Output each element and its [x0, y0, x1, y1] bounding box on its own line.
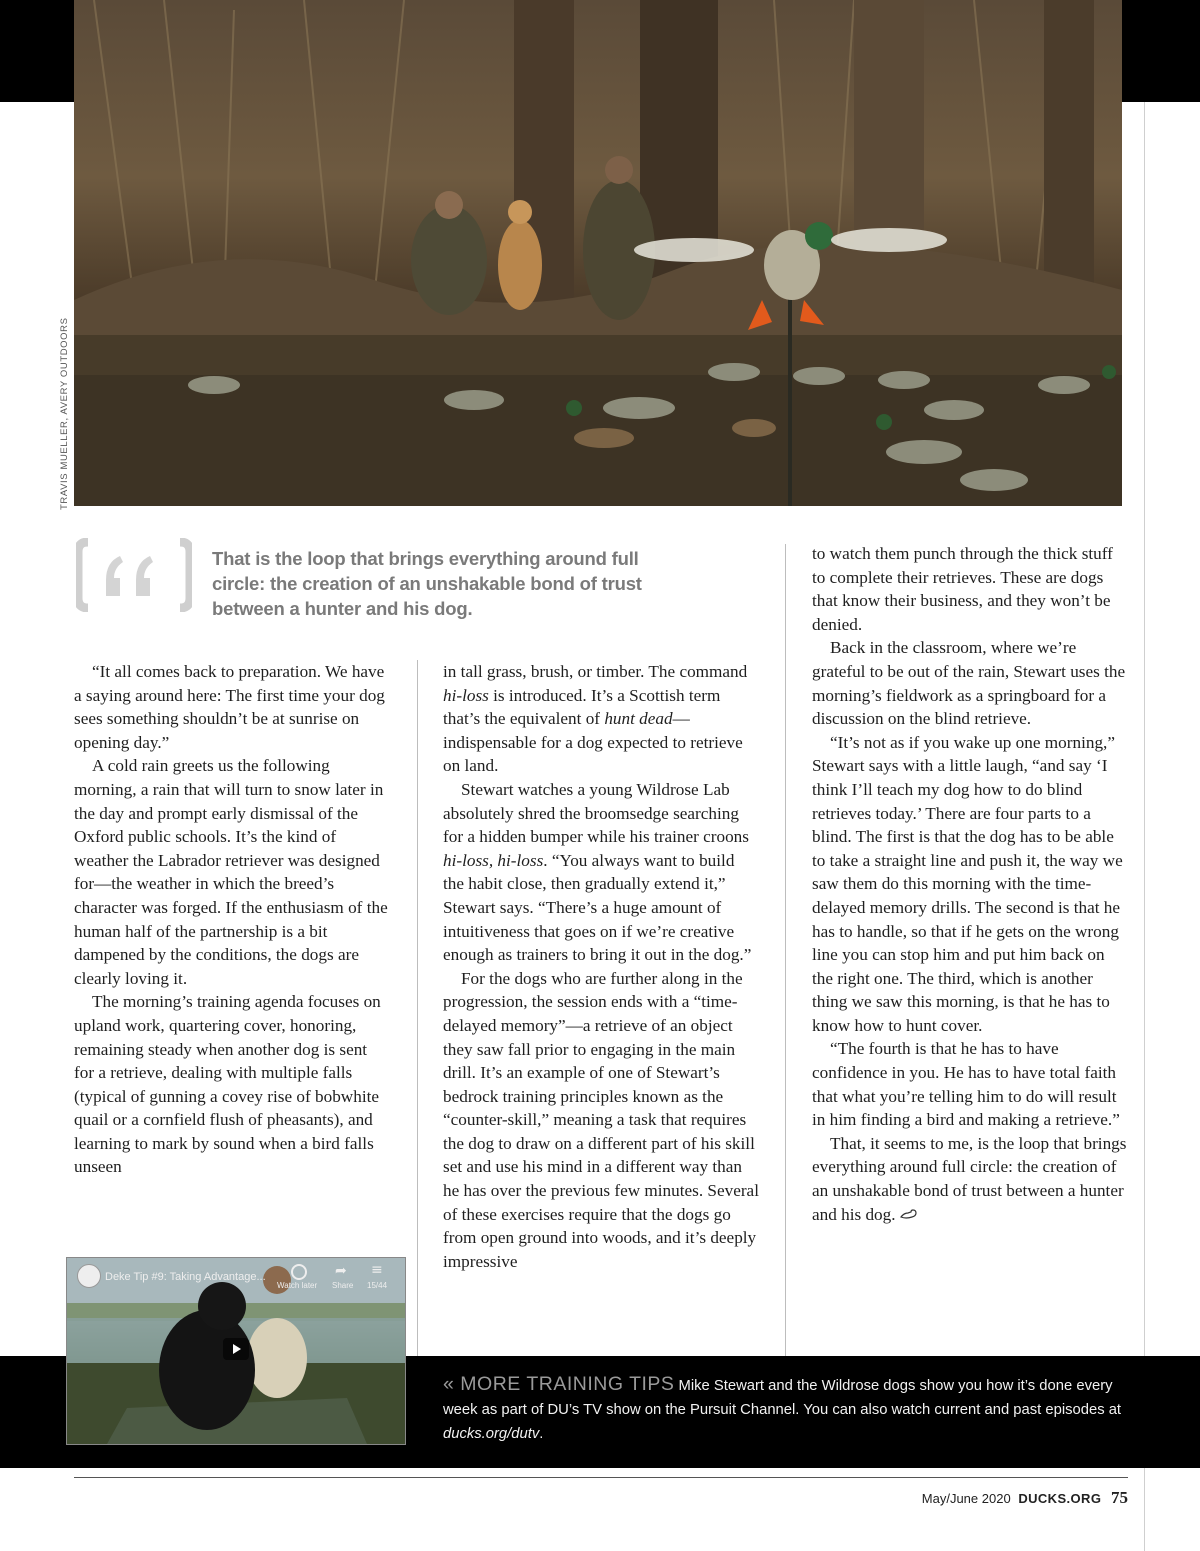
- paragraph: That, it seems to me, is the loop that brings everything around full circle: the creation of an unshakable bond of trust between a hunter and his dog.: [812, 1133, 1127, 1224]
- site-name: DUCKS.ORG: [1018, 1491, 1102, 1506]
- paragraph: “The fourth is that he has to have confidence in you. He has to have total faith that what you’re telling him to do will result in him finding a bird and making a retrieve.”: [812, 1039, 1120, 1130]
- photo-illustration: [74, 0, 1122, 506]
- page-footer: [922, 1488, 1128, 1508]
- share-label[interactable]: Share: [332, 1281, 354, 1290]
- article-column-1: [74, 660, 390, 1179]
- paragraph: in tall grass, brush, or timber. The command hi-loss is introduced. It’s a Scottish term that’s the equivalent of hunt dead—indispensable for a dog expected to retrieve on land.: [443, 662, 748, 776]
- training-tips-text: « MORE TRAINING TIPS Mike Stewart and the Wildrose dogs show you how it’s done every week as part of DU’s TV show on the Pursuit Channel. You can also watch current and past episodes at ducks.org/dutv.: [443, 1373, 1122, 1442]
- article-column-3: [812, 542, 1128, 1226]
- paragraph: The morning’s training agenda focuses on upland work, quartering cover, honoring, remaining steady when another dog is sent for a retrieve, dealing with multiple falls (typical of gunning a covey rise of bobwhite quail or a cornfield flush of pheasants), and learning to mark by sound when a bird falls unseen: [74, 992, 381, 1177]
- video-thumbnail[interactable]: [66, 1257, 406, 1445]
- paragraph: For the dogs who are further along in the progression, the session ends with a “time-delayed memory”—a retrieve of an object they saw fall prior to engaging in the main drill. It’s an example of one of Stewart’s bedrock training principles known as the “counter-skill,” meaning a task that requires the dog to draw on a different part of his skill set and use his mind in a different way than he has over the previous few minutes. Several of these exercises require that the dogs go from open ground into woods, and it’s deeply impressive: [443, 968, 759, 1271]
- video-title[interactable]: Deke Tip #9: Taking Advantage...: [105, 1271, 266, 1283]
- top-black-band-right: [1122, 0, 1200, 102]
- issue-date: May/June 2020: [921, 1491, 1011, 1506]
- play-icon[interactable]: [223, 1338, 249, 1360]
- duck-hunting-photo: [74, 0, 1122, 506]
- column-divider: [785, 544, 786, 1356]
- share-icon[interactable]: ➦: [335, 1263, 347, 1279]
- paragraph: A cold rain greets us the following morning, a rain that will turn to snow later in the day and prompt early dismissal of the Oxford public schools. It’s the kind of weather the Labrador retriever was designed for—the weather in which the breed’s character was forged. If the enthusiasm of the human half of the partnership is a bit dampened by the conditions, the dogs are clearly loving it.: [74, 756, 388, 988]
- pull-quote: That is the loop that brings everything around full circle: the creation of an unshakable bond of trust between a hunter and his dog.: [212, 548, 642, 619]
- playlist-count[interactable]: 15/44: [367, 1281, 388, 1290]
- article-column-2: [443, 660, 759, 1273]
- page-number: 75: [1111, 1488, 1128, 1507]
- watch-later-label[interactable]: Watch later: [277, 1281, 318, 1290]
- channel-logo-icon: [77, 1264, 101, 1288]
- training-tips-heading: « MORE TRAINING TIPS: [443, 1373, 675, 1395]
- photo-credit: TRAVIS MUELLER, AVERY OUTDOORS: [59, 317, 70, 510]
- paragraph: Back in the classroom, where we’re grateful to be out of the rain, Stewart uses the morning’s fieldwork as a springboard for a discussion on the blind retrieve.: [812, 638, 1126, 729]
- page-edge-rule: [1144, 102, 1145, 1551]
- dutv-link[interactable]: ducks.org/dutv: [443, 1426, 540, 1442]
- top-black-band-left: [0, 0, 74, 102]
- paragraph: to watch them punch through the thick stuff to complete their retrieves. These are dogs that know their business, and they won’t be denied.: [812, 544, 1113, 634]
- clock-icon[interactable]: [291, 1264, 307, 1280]
- column-divider: [417, 660, 418, 1356]
- duck-end-mark-icon: [900, 1205, 918, 1224]
- paragraph: Stewart watches a young Wildrose Lab absolutely shred the broomsedge searching for a hidden bumper while his trainer croons hi-loss, hi-loss. “You always want to build the habit close, then gradually extend it,” Stewart says. “There’s a huge amount of intuitiveness that goes on if we’re creative enough as trainers to bring it out in the dog.”: [443, 779, 752, 965]
- paragraph: “It’s not as if you wake up one morning,” Stewart says with a little laugh, “and say ‘I think I’ll teach my dog how to do blind retrieves today.’ There are four parts to a blind. The first is that the dog has to be able to take a straight line and push it, the way we saw them do this morning with the time-delayed memory drills. The second is that he has to handle, so that if he gets on the wrong line you can stop him and put him back on the right one. The third, which is another thing we saw this morning, is that he has to know how to hunt cover.: [812, 732, 1123, 1035]
- playlist-icon[interactable]: ≡: [371, 1262, 383, 1278]
- paragraph: “It all comes back to preparation. We have a saying around here: The first time your dog sees something shouldn’t be at sunrise on opening day.”: [74, 662, 385, 752]
- footer-rule: [74, 1477, 1128, 1478]
- quote-mark-icon: [76, 538, 192, 612]
